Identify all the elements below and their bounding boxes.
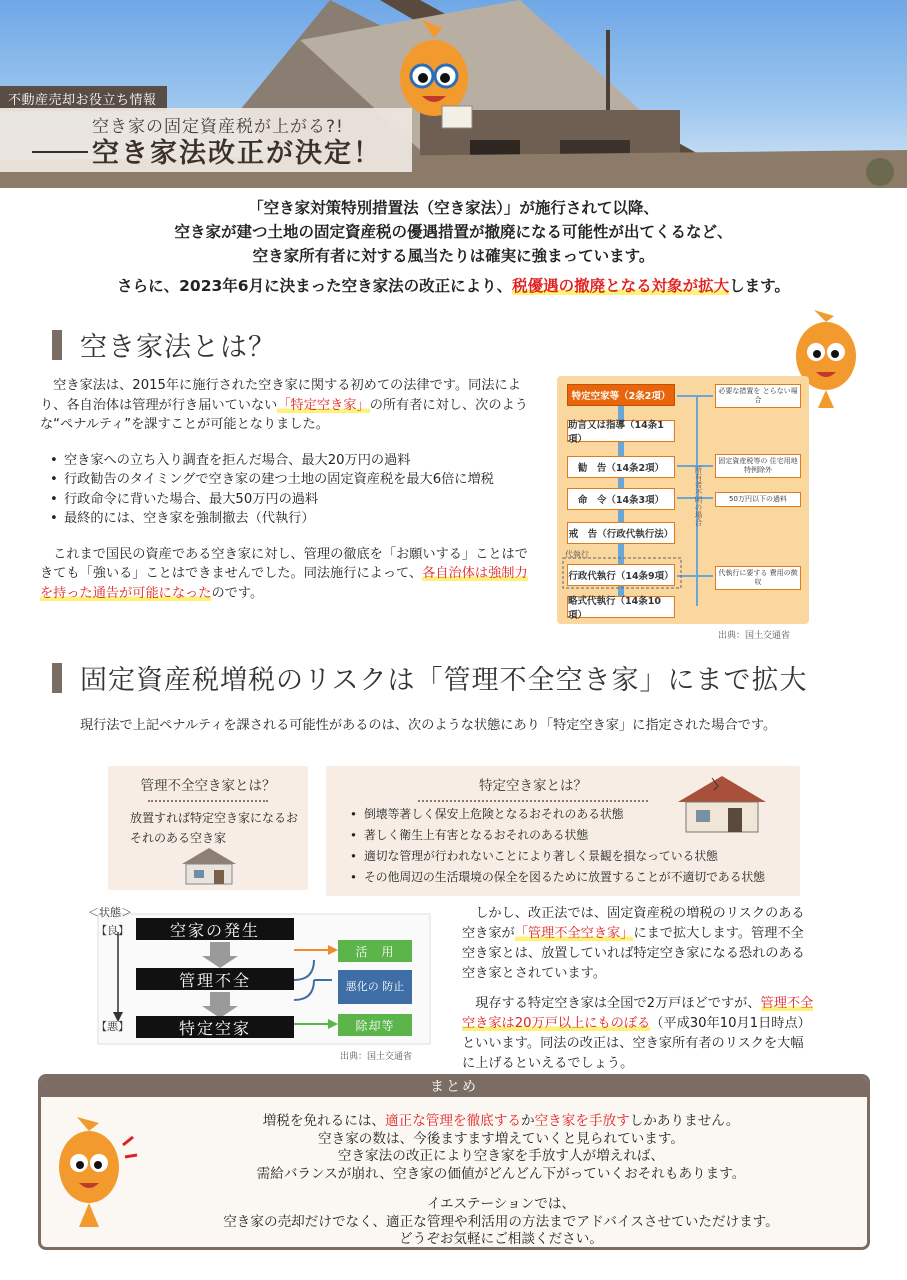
text-span: か <box>520 1113 535 1129</box>
intro-line: 「空き家対策特別措置法（空き家法）」が施行されて以降、 <box>248 199 659 217</box>
procedure-flowchart <box>557 376 809 624</box>
small-house-icon <box>174 846 244 886</box>
good-label: 【良】 <box>96 924 129 937</box>
flow-step: 特定空家等（2条2項） <box>567 384 675 406</box>
summary-line: 空き家の売却だけでなく、適正な管理や利活用の方法までアドバイスさせていただけます。 <box>223 1213 779 1230</box>
intro-line: 空き家所有者に対する風当たりは確実に強まっています。 <box>252 247 655 265</box>
section2-paragraph <box>462 904 814 984</box>
spacer <box>151 1183 851 1196</box>
summary-body <box>151 1113 851 1249</box>
summary-line: 空き家法の改正により空き家を手放す人が増えれば、 <box>337 1148 665 1164</box>
red-text: 管理不全空き家は20万戸以上にものぼる <box>462 996 814 1031</box>
list-item: • 行政勧告のタイミングで空き家の建つ土地の固定資産税を最大6倍に増税 <box>40 470 540 490</box>
page-title: 空き家法改正が決定！ <box>92 138 382 169</box>
red-text: 空き家を手放す <box>534 1113 630 1129</box>
mascot-fish-icon <box>49 1117 139 1237</box>
card-kanri-fuzen <box>108 766 308 890</box>
title-dash <box>32 151 88 153</box>
section1-body <box>40 376 540 619</box>
flow-note: 50万円以下の過料 <box>715 492 801 507</box>
card-title: 管理不全空き家とは？ <box>140 778 276 794</box>
flow-step: 命 令（14条3項） <box>567 488 675 510</box>
card-title: 特定空き家とは？ <box>479 778 587 794</box>
text-span: の所有者に対し、次のような“ペナルティ”を課すことが可能となりました。 <box>40 397 528 432</box>
section2-right-text <box>462 904 814 1084</box>
heading-bar <box>52 330 62 360</box>
summary-line: イエステーションでは、 <box>426 1196 576 1212</box>
action-katsuyo: 活 用 <box>338 940 412 962</box>
flow-note: 必要な措置を とらない場合 <box>715 384 801 408</box>
text-span: 空き家法は、2015年に施行された空き家に関する初めての法律です。同法により、各自治体は管理が行き届いていない <box>40 378 521 413</box>
state-diagram <box>88 904 432 1048</box>
text-span: しかありません。 <box>629 1113 740 1129</box>
list-item: • 行政命令に背いた場合、最大50万円の過料 <box>40 490 540 510</box>
section2-title: 固定資産税増税のリスクは「管理不全空き家」にまで拡大 <box>80 665 808 696</box>
summary-heading: まとめ <box>41 1077 867 1097</box>
list-item: • 適切な管理が行われないことにより著しく景観を損なっている状態 <box>346 846 786 867</box>
intro-red-text: 税優遇の撤廃となる対象が拡大 <box>512 277 730 295</box>
summary-box <box>38 1074 870 1250</box>
section1-paragraph <box>40 545 540 604</box>
list-item: • 倒壊等著しく保安上危険となるおそれのある状態 <box>346 804 786 825</box>
flow-step: 戒 告（行政代執行法） <box>567 522 675 544</box>
card-body: 放置すれば特定空き家になるおそれのある空き家 <box>130 811 299 845</box>
flow-step: 勧 告（14条2項） <box>567 456 675 478</box>
heading-bar <box>52 663 62 693</box>
intro-line: 空き家が建つ土地の固定資産税の優遇措置が撤廃になる可能性が出てくるなど、 <box>174 223 733 241</box>
state-box: 特定空家 <box>136 1016 294 1038</box>
category-tag: 不動産売却お役立ち情報 <box>0 86 167 111</box>
section2-paragraph <box>462 994 814 1074</box>
summary-line: どうぞお気軽にご相談ください。 <box>399 1231 603 1247</box>
red-text: 適正な管理を徹底する <box>385 1113 521 1129</box>
section2-intro: 現行法で上記ペナルティを課される可能性があるのは、次のような状態にあり「特定空き家」に指定された場合です。 <box>80 718 777 733</box>
hero-subtitle: 空き家の固定資産税が上がる?! <box>92 117 344 137</box>
list-item: • 空き家への立ち入り調査を拒んだ場合、最大20万円の過料 <box>40 451 540 471</box>
text-span: （平成30年10月1日時点）といいます。同法の改正は、空き家所有者のリスクを大幅に上げるといえるでしょう。 <box>462 1016 811 1071</box>
flow-note: 代執行に要する 費用の徴収 <box>715 566 801 590</box>
text-span: にまで拡大します。管理不全空き家とは、放置していれば特定空き家になる恐れのある空き家とされています。 <box>462 926 805 981</box>
text-span: しかし、改正法では、固定資産税の増税のリスクのある空き家が <box>462 906 805 941</box>
red-text: 「特定空き家」 <box>277 397 370 413</box>
flow-step: 略式代執行（14条10項） <box>567 596 675 618</box>
state-label: ＜状態＞ <box>88 906 132 919</box>
text-span: 現存する特定空き家は全国で2万戸ほどですが、 <box>475 996 761 1011</box>
intro-text-span: さらに、2023年6月に決まった空き家法の改正により、 <box>117 277 513 295</box>
list-item: • 最終的には、空き家を強制撤去（代執行） <box>40 509 540 529</box>
penalty-list <box>40 451 540 529</box>
state-source: 出典：国土交通省 <box>340 1052 413 1062</box>
state-box: 管理不全 <box>136 968 294 990</box>
bad-label: 【悪】 <box>96 1020 129 1033</box>
card-tokutei <box>326 766 800 896</box>
summary-line <box>151 1113 851 1131</box>
flow-step: 助言又は指導（14条1項） <box>567 420 675 442</box>
section2-heading <box>52 658 807 697</box>
summary-line: 需給バランスが崩れ、空き家の価値がどんどん下がっていくおそれもあります。 <box>256 1165 746 1182</box>
text-span: のです。 <box>211 585 264 601</box>
dotted-divider <box>148 800 268 802</box>
section1-title: 空き家法とは？ <box>80 332 276 363</box>
list-item: • 著しく衛生上有害となるおそれのある状態 <box>346 825 786 846</box>
damaged-house-icon <box>672 772 772 836</box>
section1-paragraph <box>40 376 540 435</box>
flow-vertical-note: 所有者不明の場合 <box>694 466 703 526</box>
red-text: 各自治体は強制力を持った通告が可能になった <box>40 566 528 601</box>
state-box: 空家の発生 <box>136 918 294 940</box>
flow-source: 出典：国土交通省 <box>718 631 791 641</box>
section1-heading <box>52 325 276 364</box>
action-boushi: 悪化の 防止 <box>338 970 412 1004</box>
action-jokyaku: 除却等 <box>338 1014 412 1036</box>
hero-banner <box>0 0 907 188</box>
text-span: これまで国民の資産である空き家に対し、管理の徹底を「お願いする」ことはできても「強いる」ことはできませんでした。同法施行によって、 <box>40 546 528 581</box>
list-item: • その他周辺の生活環境の保全を図るために放置することが不適切である状態 <box>346 867 786 888</box>
red-text: 「管理不全空き家」 <box>514 926 634 941</box>
flow-step: 行政代執行（14条9項） <box>567 564 675 586</box>
intro-text-span: します。 <box>729 277 790 295</box>
dotted-divider <box>418 800 648 802</box>
flow-note: 固定資産税等の 住宅用地特例除外 <box>715 454 801 478</box>
intro-text <box>0 196 907 268</box>
text-span: 増税を免れるには、 <box>262 1113 386 1129</box>
intro-highlight <box>0 274 907 296</box>
summary-line: 空き家の数は、今後ますます増えていくと見られています。 <box>318 1130 684 1147</box>
exec-label: 代執行 <box>565 550 589 559</box>
